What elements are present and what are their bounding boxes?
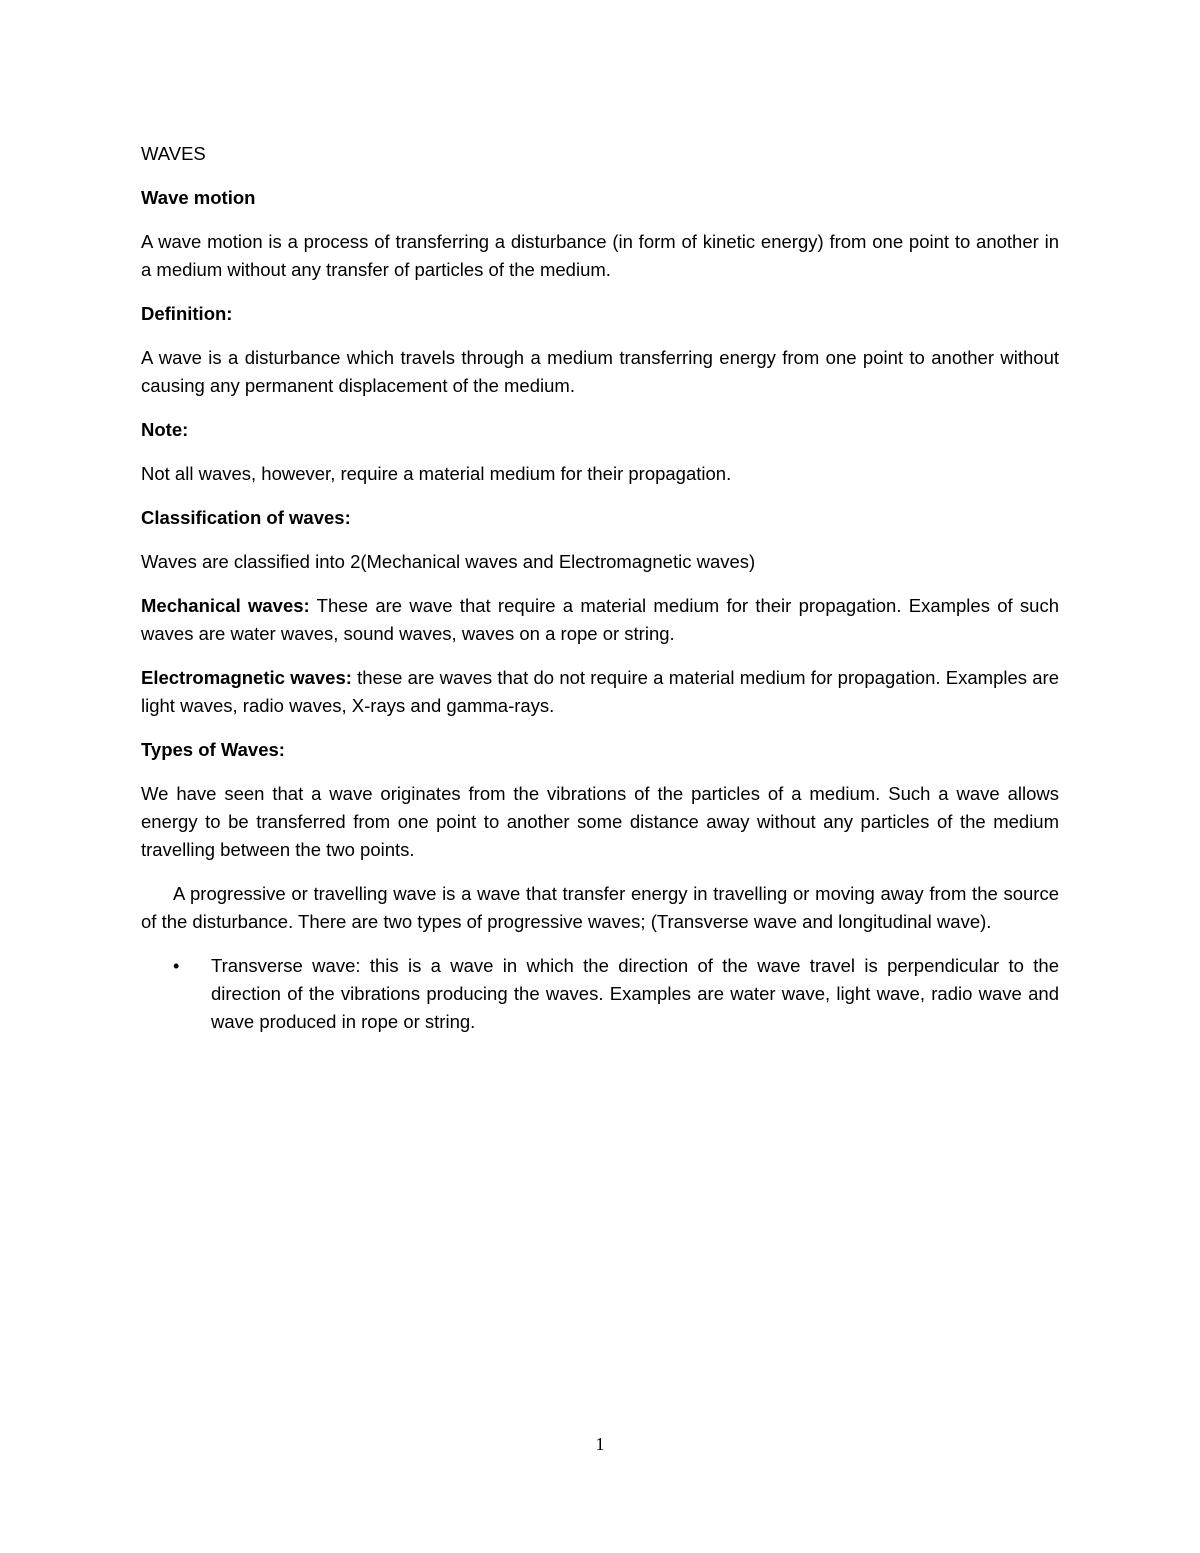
label-mechanical-waves: Mechanical waves:: [141, 595, 310, 616]
paragraph-electromagnetic-waves: [141, 664, 1059, 720]
list-item: [141, 952, 1059, 1036]
heading-definition: Definition:: [141, 303, 233, 324]
label-electromagnetic-waves: Electromagnetic waves:: [141, 667, 352, 688]
paragraph-definition: A wave is a disturbance which travels through a medium transferring energy from one point to another without causing any permanent displacement of the medium.: [141, 347, 1059, 396]
paragraph-wave-motion: A wave motion is a process of transferring a disturbance (in form of kinetic energy) from one point to another in a medium without any transfer of particles of the medium.: [141, 231, 1059, 280]
heading-note: Note:: [141, 419, 189, 440]
document-body: [141, 140, 1059, 1052]
text-electromagnetic-waves: these are waves that do not require a material medium for propagation. Examples are light waves, radio waves, X-rays and gamma-rays.: [141, 667, 1059, 716]
document-title: WAVES: [141, 143, 206, 164]
paragraph-mechanical-waves: [141, 592, 1059, 648]
text-mechanical-waves: These are wave that require a material medium for their propagation. Examples of such waves are water waves, sound waves, waves on a rope or string.: [141, 595, 1059, 644]
heading-types-of-waves: Types of Waves:: [141, 739, 285, 760]
paragraph-types-1: We have seen that a wave originates from the vibrations of the particles of a medium. Such a wave allows energy to be transferred from one point to another some distance away without any particles of the medium travelling between the two points.: [141, 783, 1059, 860]
bullet-text-transverse-wave: Transverse wave: this is a wave in which the direction of the wave travel is perpendicular to the direction of the vibrations producing the waves. Examples are water wave, light wave, radio wave and wave produced in rope or string.: [211, 955, 1059, 1032]
heading-wave-motion: Wave motion: [141, 187, 256, 208]
bullet-icon: •: [173, 956, 180, 976]
page-number: 1: [595, 1434, 605, 1454]
paragraph-note: Not all waves, however, require a material medium for their propagation.: [141, 463, 732, 484]
heading-classification: Classification of waves:: [141, 507, 351, 528]
paragraph-classification: Waves are classified into 2(Mechanical waves and Electromagnetic waves): [141, 551, 756, 572]
paragraph-types-2: A progressive or travelling wave is a wave that transfer energy in travelling or moving away from the source of the disturbance. There are two types of progressive waves; (Transverse wave and longitudinal wave).: [141, 883, 1059, 932]
